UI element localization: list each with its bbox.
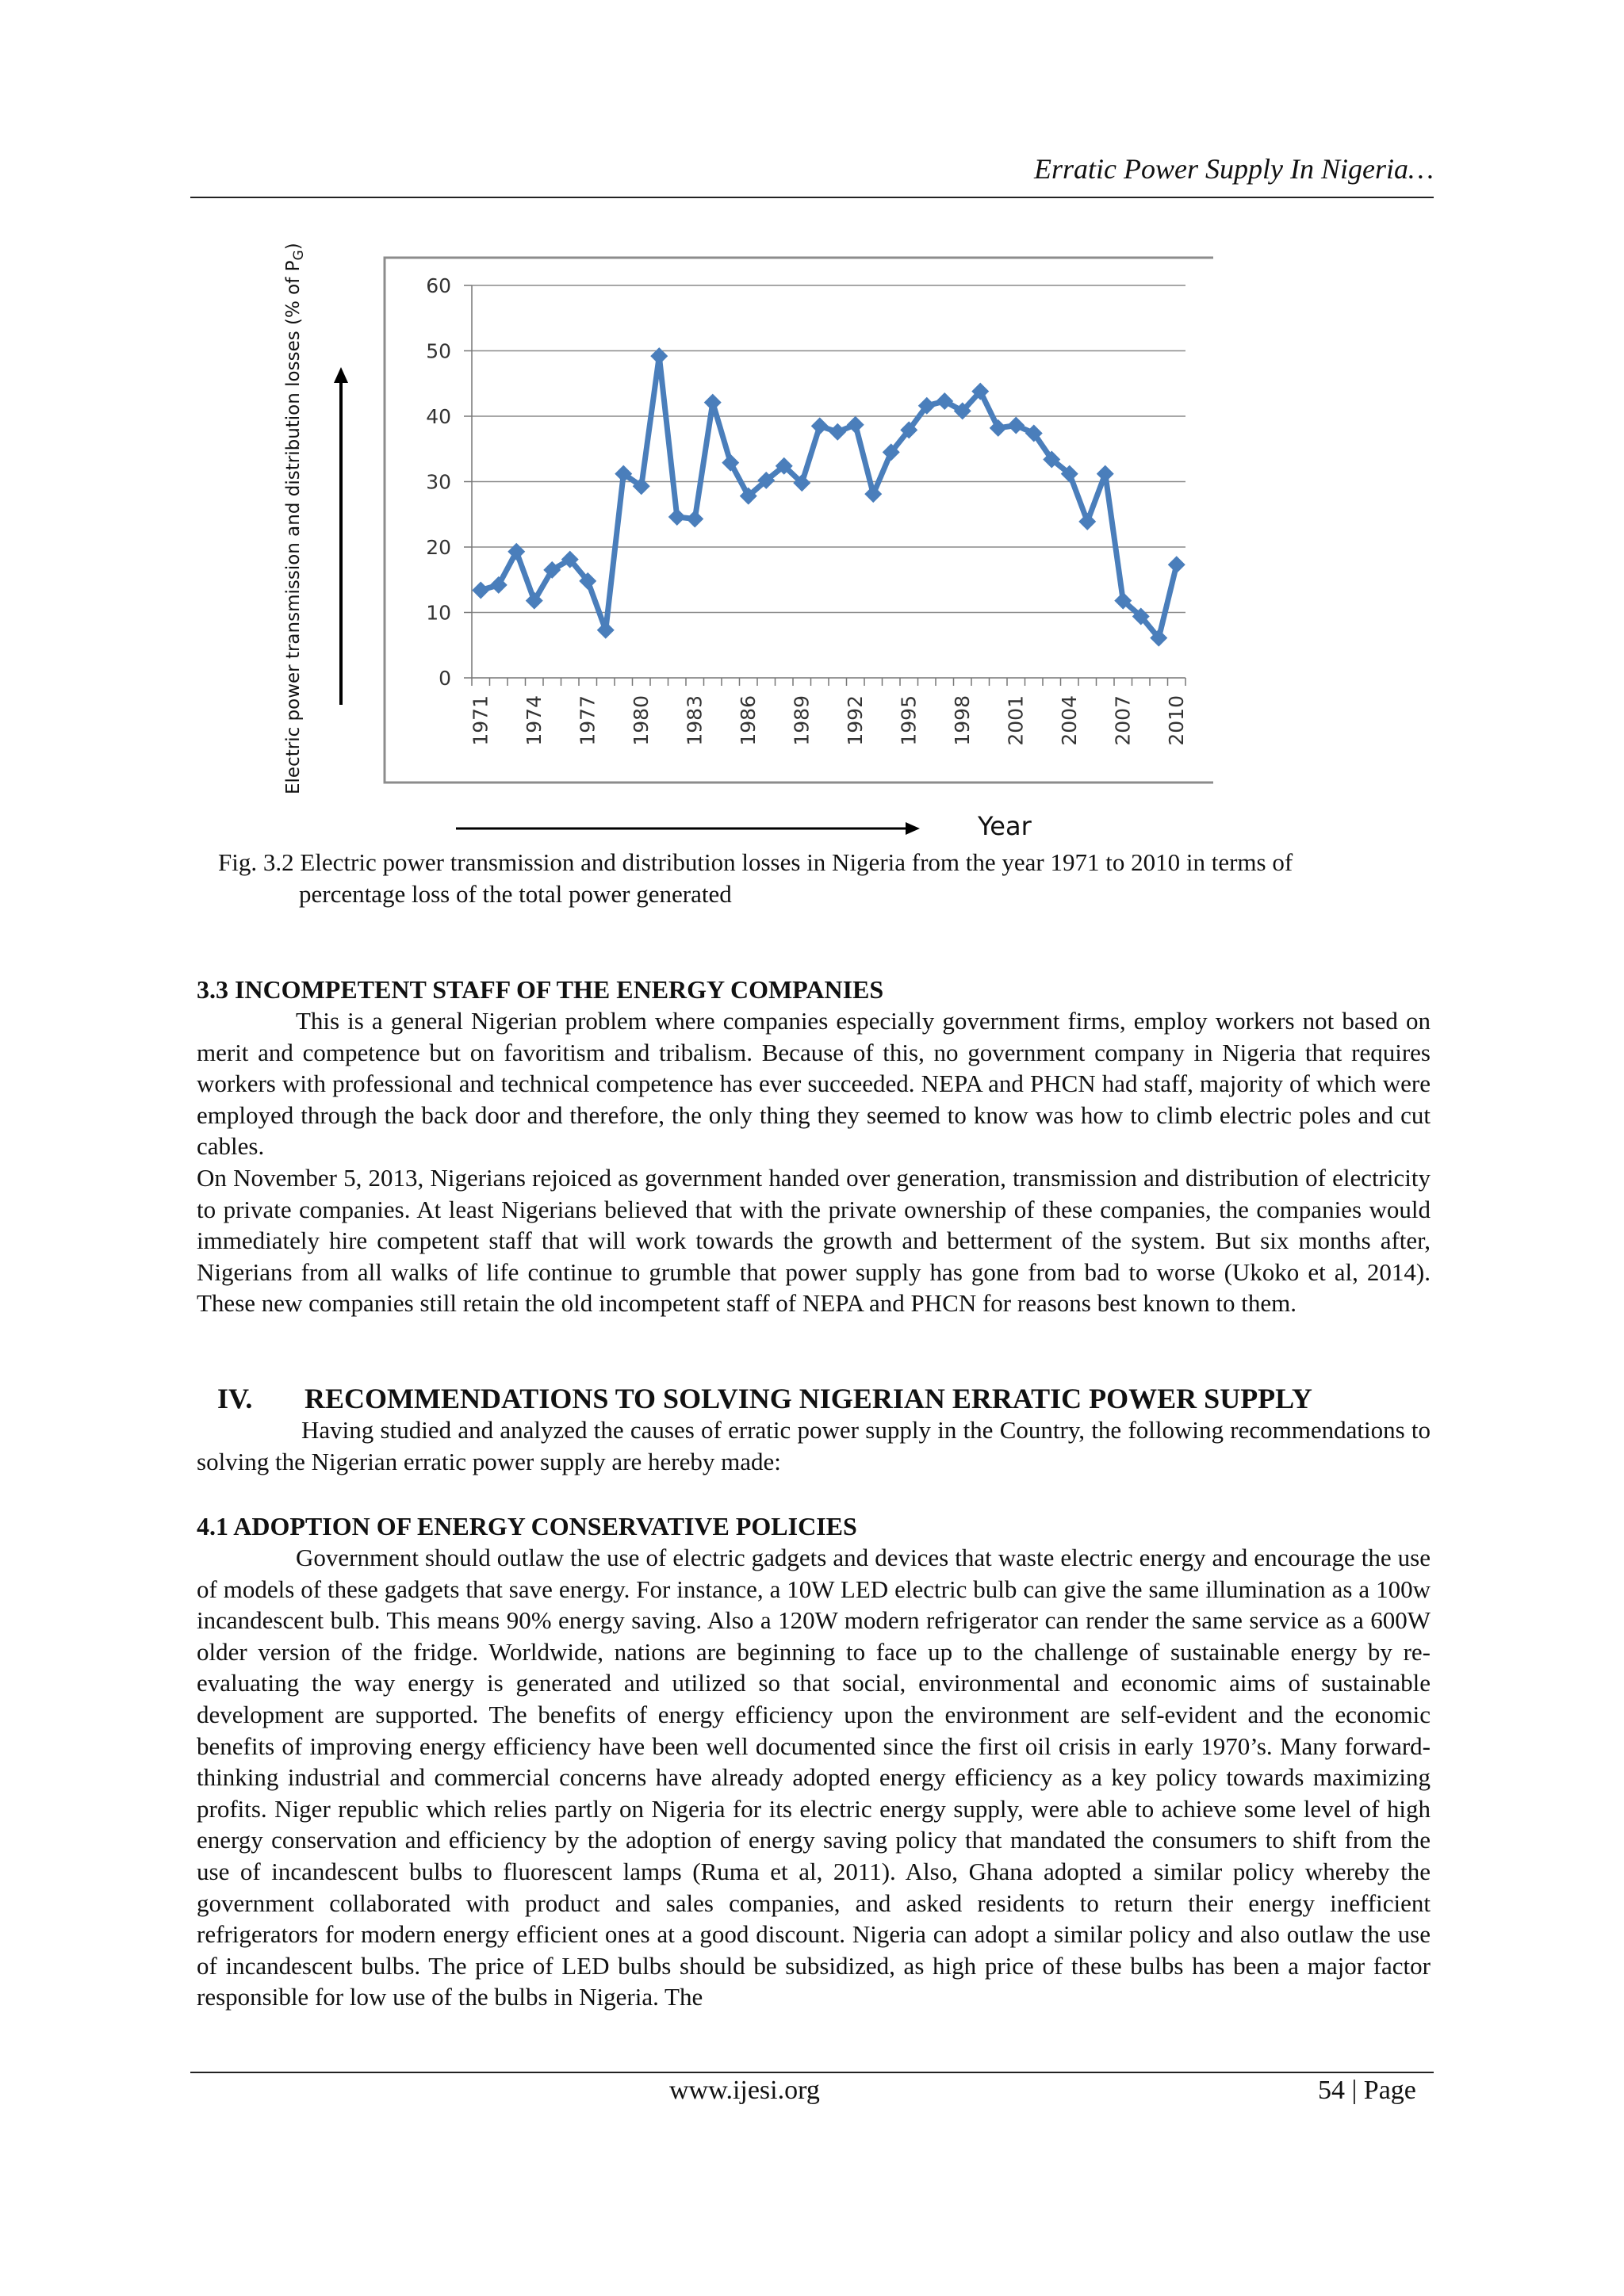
y-tick-label-40: 40 xyxy=(426,405,451,428)
x-tick-label-1974: 1974 xyxy=(522,695,546,746)
section-4-1 xyxy=(197,1510,1431,2013)
x-tick-label-2001: 2001 xyxy=(1004,695,1028,746)
x-tick-label-1998: 1998 xyxy=(950,695,974,746)
x-tick-label-1992: 1992 xyxy=(843,695,867,746)
x-arrow-head xyxy=(906,822,920,835)
footer-website: www.ijesi.org xyxy=(669,2076,820,2105)
y-tick-label-50: 50 xyxy=(426,339,451,363)
y-axis-title: Electric power transmission and distribution losses (% of $P_G$) xyxy=(283,243,307,794)
section-3-3-para-2: On November 5, 2013, Nigerians rejoiced as government handed over generation, transmission and distribution of electricity to private companies. At least Nigerians believed that with the private ownership of these companies, the companies would immediately hire competent staff that will work towards the growth and betterment of the system. But six months after, Nigerians from all walks of life continue to grumble that power supply has gone from bad to worse (Ukoko et al, 2014). These new companies still retain the old incompetent staff of NEPA and PHCN for reasons best known to them. xyxy=(197,1163,1431,1318)
section-iv xyxy=(197,1383,1431,1477)
y-tick-label-30: 30 xyxy=(426,470,451,494)
y-tick-label-60: 60 xyxy=(426,274,451,297)
header-rule xyxy=(190,197,1434,198)
section-iv-number: IV. xyxy=(217,1383,253,1414)
x-tick-label-1989: 1989 xyxy=(790,695,814,746)
section-3-3-para-1: This is a general Nigerian problem where companies especially government firms, employ workers not based on merit and competence but on favoritism and tribalism. Because of this, no government company in Nigeria that requires workers with professional and technical competence has ever succeeded. NEPA and PHCN had staff, majority of which were employed through the back door and therefore, the only thing they seemed to know was how to climb electric poles and cut cables. xyxy=(197,1007,1431,1161)
x-tick-label-1995: 1995 xyxy=(897,695,921,746)
y-tick-label-0: 0 xyxy=(439,667,451,690)
section-iv-title: RECOMMENDATIONS TO SOLVING NIGERIAN ERRATIC POWER SUPPLY xyxy=(304,1383,1312,1414)
section-4-1-heading: 4.1 ADOPTION OF ENERGY CONSERVATIVE POLICIES xyxy=(197,1512,857,1540)
x-tick-label-2010: 2010 xyxy=(1164,695,1188,746)
caption-line-1: Fig. 3.2 Electric power transmission and distribution losses in Nigeria from the year 1971 to 2010 in terms of xyxy=(218,848,1293,876)
x-tick-label-1983: 1983 xyxy=(683,695,707,746)
y-tick-label-20: 20 xyxy=(426,536,451,559)
figure-caption xyxy=(218,847,1439,910)
section-3-3 xyxy=(197,974,1431,1319)
section-4-1-para: Government should outlaw the use of electric gadgets and devices that waste electric energy and encourage the use of models of these gadgets that save energy. For instance, a 10W LED electric bulb can give the same illumination as a 100w incandescent bulb. This means 90% energy saving. Also a 120W modern refrigerator can render the same service as a 600W older version of the fridge. Worldwide, nations are beginning to face up to the challenge of sustainable energy by re-evaluating the way energy is generated and utilized so that social, environmental and economic aims of sustainable development are supported. The benefits of energy efficiency upon the environment are self-evident and the economic benefits of improving energy efficiency have been well documented since the first oil crisis in early 1970’s. Many forward-thinking industrial and commercial concerns have already adopted energy efficiency as a key policy towards maximizing profits. Niger republic which relies partly on Nigeria for its electric energy supply, were able to achieve some level of high energy conservation and efficiency by the adoption of energy saving policy that mandated the consumers to shift from the use of incandescent bulbs to fluorescent lamps (Ruma et al, 2011). Also, Ghana adopted a similar policy whereby the government collaborated with product and sales companies, and asked residents to return their energy inefficient refrigerators for modern energy efficient ones at a good discount. Nigeria can adopt a similar policy and also outlaw the use of incandescent bulbs. The price of LED bulbs should be subsidized, as high price of these bulbs has been a major factor responsible for low use of the bulbs in Nigeria. The xyxy=(197,1544,1431,2011)
x-tick-label-1980: 1980 xyxy=(629,695,653,746)
footer-rule xyxy=(190,2072,1434,2073)
x-tick-label-1977: 1977 xyxy=(576,695,599,746)
running-head: Erratic Power Supply In Nigeria… xyxy=(1034,153,1434,185)
y-arrow-head xyxy=(334,367,348,383)
x-tick-label-1971: 1971 xyxy=(469,695,492,746)
x-tick-label-2004: 2004 xyxy=(1057,695,1081,746)
section-iv-heading xyxy=(197,1383,1431,1414)
section-iv-para: Having studied and analyzed the causes of erratic power supply in the Country, the following recommendations to solving the Nigerian erratic power supply are hereby made: xyxy=(197,1416,1431,1475)
y-tick-label-10: 10 xyxy=(426,601,451,625)
x-tick-label-2007: 2007 xyxy=(1111,695,1135,746)
footer-page-number: 54 | Page xyxy=(1318,2076,1416,2105)
line-chart xyxy=(262,242,1213,844)
caption-line-2: percentage loss of the total power generated xyxy=(299,880,732,908)
x-tick-label-1986: 1986 xyxy=(736,695,760,746)
section-3-3-heading: 3.3 INCOMPETENT STAFF OF THE ENERGY COMPANIES xyxy=(197,975,884,1004)
x-axis-title: Year xyxy=(978,811,1032,841)
